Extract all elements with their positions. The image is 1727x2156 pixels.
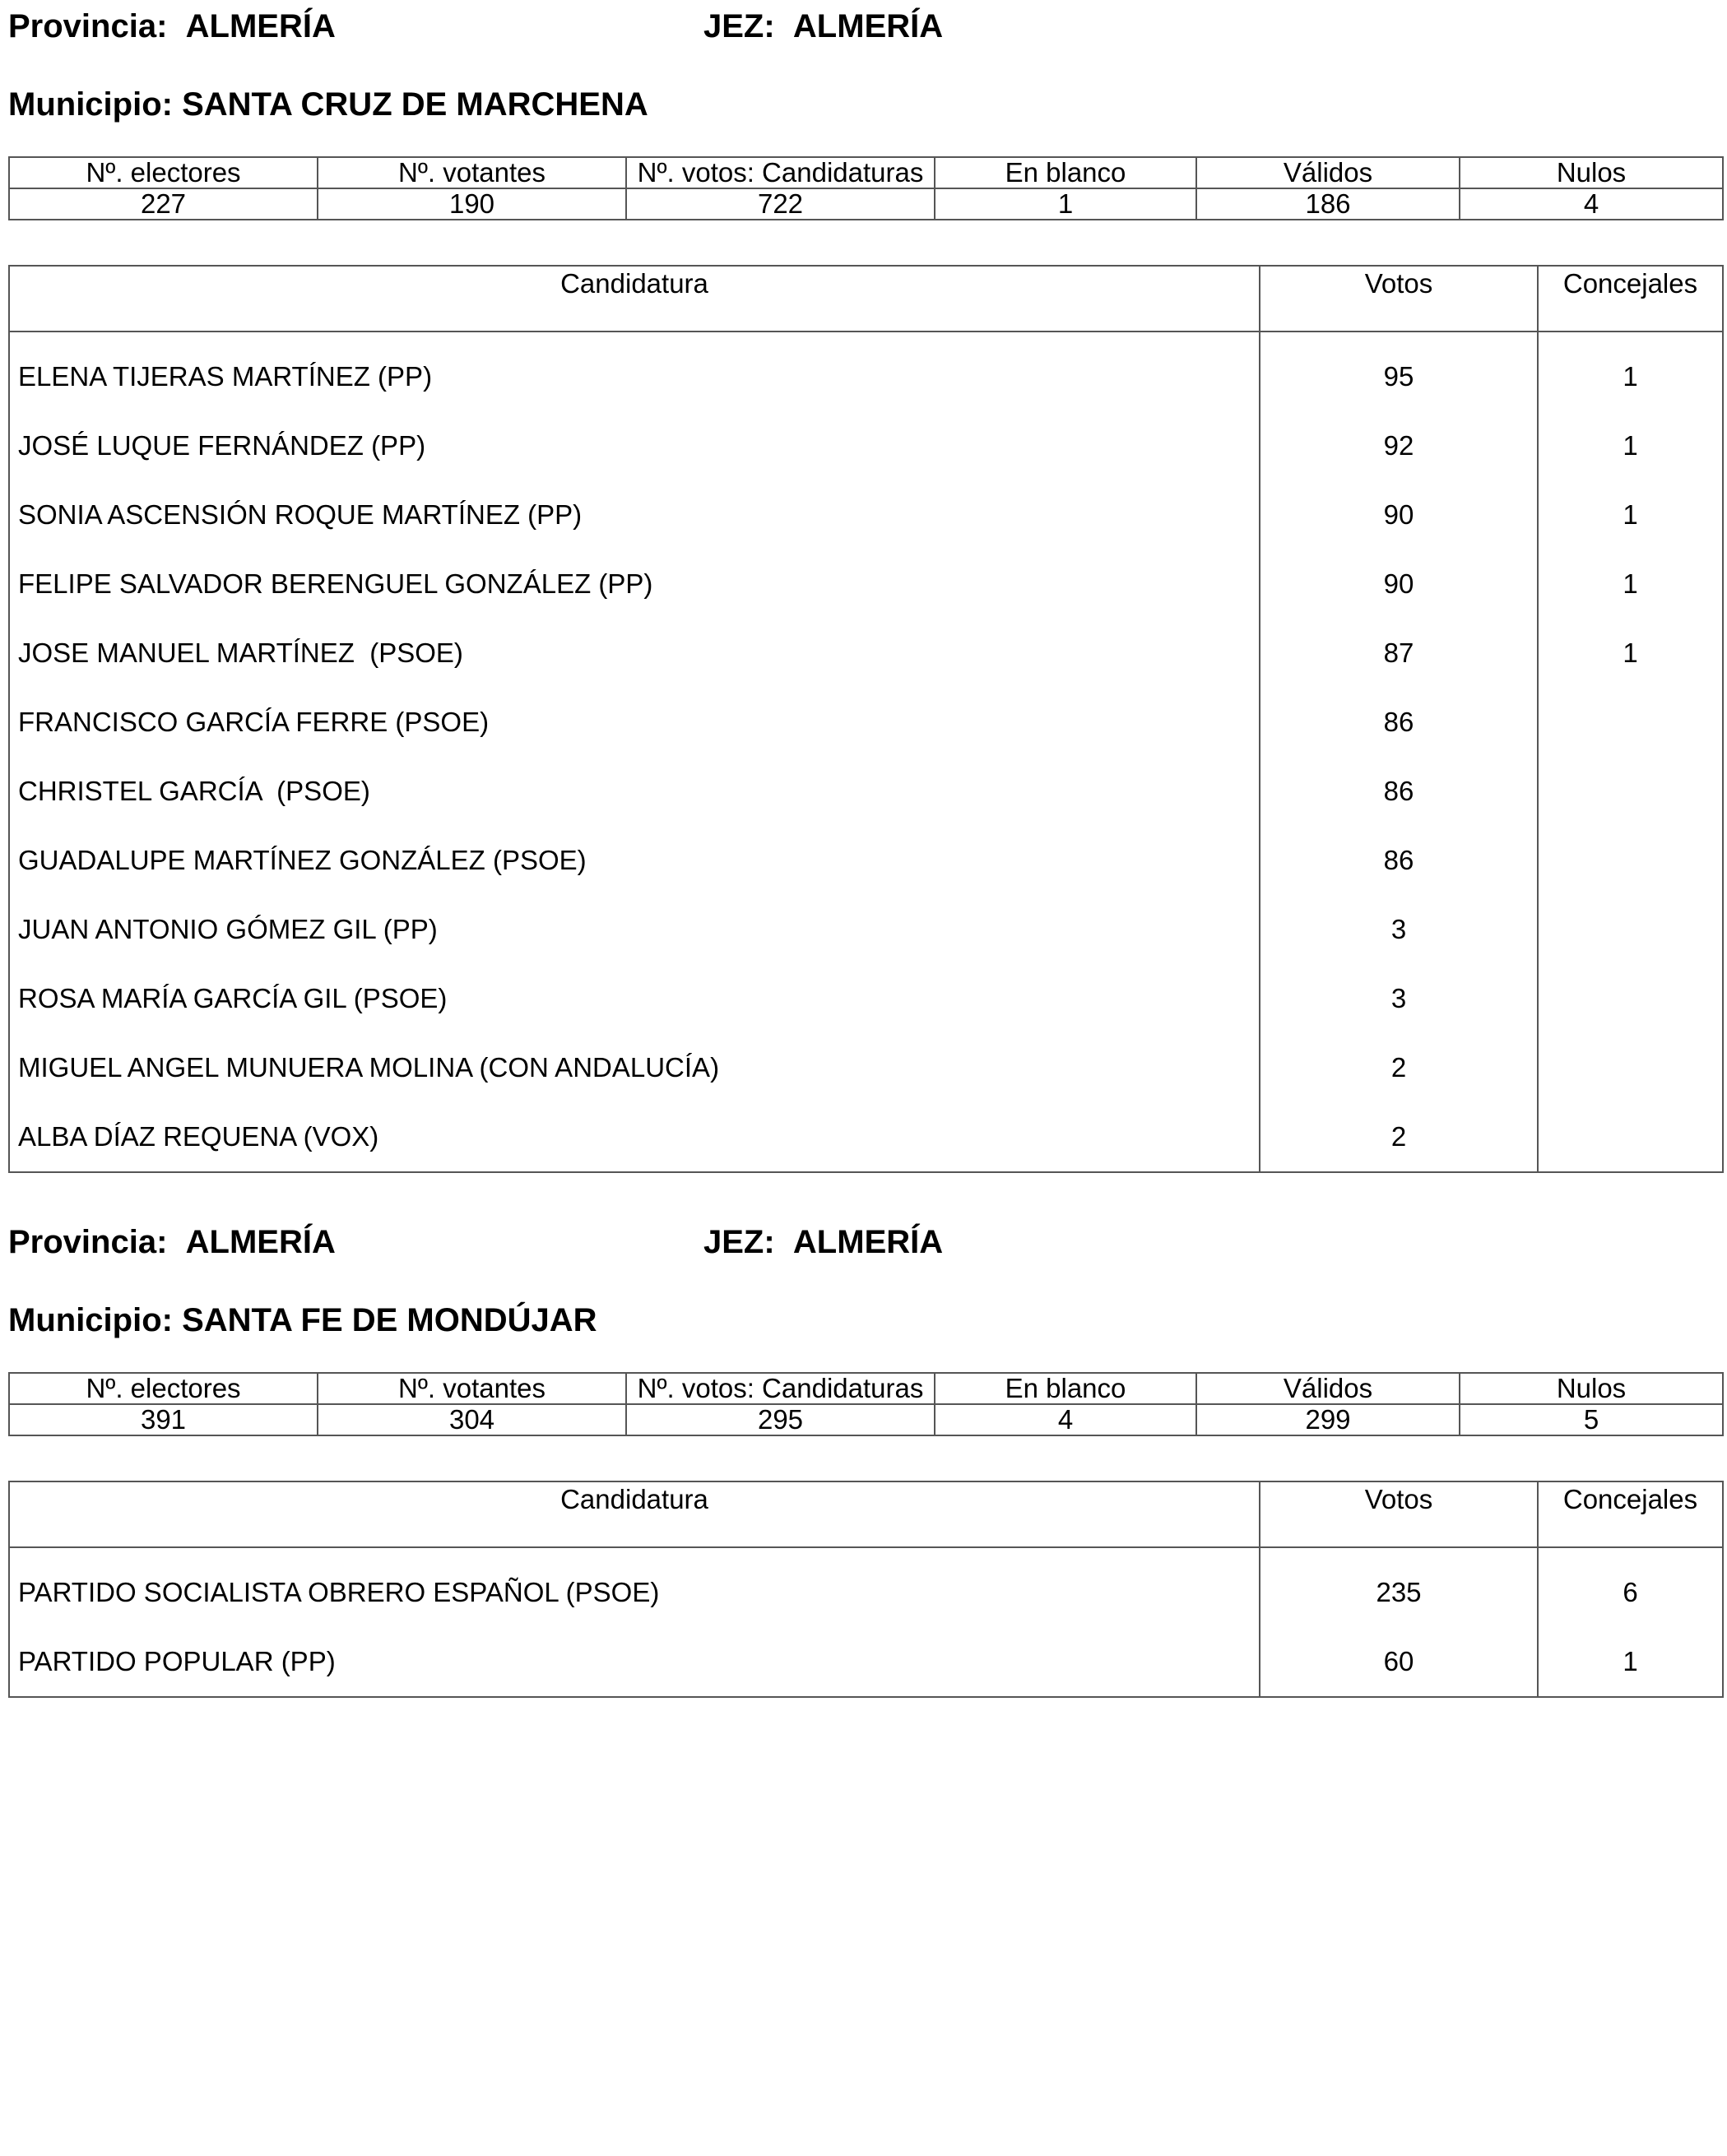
header-candidatura: Candidatura bbox=[9, 266, 1260, 332]
provincia-heading bbox=[8, 1222, 336, 1262]
provincia-value: ALMERÍA bbox=[185, 8, 336, 44]
candidate-concejales bbox=[1538, 757, 1723, 826]
candidate-row bbox=[9, 826, 1723, 895]
stats-header-row bbox=[9, 157, 1723, 188]
candidates-table bbox=[8, 265, 1724, 1173]
candidate-votos: 2 bbox=[1260, 1102, 1538, 1172]
candidate-name: JOSÉ LUQUE FERNÁNDEZ (PP) bbox=[9, 411, 1260, 480]
candidate-name: MIGUEL ANGEL MUNUERA MOLINA (CON ANDALUCÍA) bbox=[9, 1033, 1260, 1102]
candidate-name: SONIA ASCENSIÓN ROQUE MARTÍNEZ (PP) bbox=[9, 480, 1260, 549]
municipio-heading bbox=[8, 1301, 597, 1340]
provincia-label: Provincia: bbox=[8, 1224, 168, 1260]
candidate-row bbox=[9, 895, 1723, 964]
candidate-concejales bbox=[1538, 1033, 1723, 1102]
header-votos: Votos bbox=[1260, 266, 1538, 332]
candidate-votos: 60 bbox=[1260, 1627, 1538, 1697]
candidate-concejales: 1 bbox=[1538, 480, 1723, 549]
provincia-heading bbox=[8, 7, 336, 46]
candidate-votos: 92 bbox=[1260, 411, 1538, 480]
candidate-row bbox=[9, 411, 1723, 480]
jez-heading bbox=[703, 1222, 943, 1262]
header-candidatura: Candidatura bbox=[9, 1481, 1260, 1547]
candidates-header-row bbox=[9, 1481, 1723, 1547]
candidate-votos: 235 bbox=[1260, 1547, 1538, 1627]
municipio-heading bbox=[8, 85, 648, 124]
stat-header-validos: Válidos bbox=[1196, 157, 1460, 188]
municipio-label: Municipio: bbox=[8, 86, 173, 123]
stat-value-validos: 299 bbox=[1196, 1404, 1460, 1435]
jez-label: JEZ: bbox=[703, 8, 775, 44]
candidate-votos: 95 bbox=[1260, 332, 1538, 411]
municipio-value: SANTA FE DE MONDÚJAR bbox=[182, 1302, 597, 1338]
stat-value-nulos: 5 bbox=[1460, 1404, 1723, 1435]
header-votos: Votos bbox=[1260, 1481, 1538, 1547]
stats-header-row bbox=[9, 1373, 1723, 1404]
stats-value-row bbox=[9, 188, 1723, 220]
candidate-row bbox=[9, 480, 1723, 549]
candidate-name: FELIPE SALVADOR BERENGUEL GONZÁLEZ (PP) bbox=[9, 549, 1260, 619]
stat-header-nulos: Nulos bbox=[1460, 157, 1723, 188]
candidate-concejales: 1 bbox=[1538, 1627, 1723, 1697]
candidate-row bbox=[9, 1627, 1723, 1697]
candidate-row bbox=[9, 964, 1723, 1033]
candidate-name: ELENA TIJERAS MARTÍNEZ (PP) bbox=[9, 332, 1260, 411]
candidate-name: JUAN ANTONIO GÓMEZ GIL (PP) bbox=[9, 895, 1260, 964]
stats-table bbox=[8, 156, 1724, 220]
candidate-row bbox=[9, 757, 1723, 826]
jez-value: ALMERÍA bbox=[792, 1224, 944, 1260]
candidate-concejales: 6 bbox=[1538, 1547, 1723, 1627]
header-concejales: Concejales bbox=[1538, 266, 1723, 332]
candidate-row bbox=[9, 1547, 1723, 1627]
candidate-concejales: 1 bbox=[1538, 332, 1723, 411]
candidate-name: ALBA DÍAZ REQUENA (VOX) bbox=[9, 1102, 1260, 1172]
candidate-row bbox=[9, 332, 1723, 411]
candidate-name: PARTIDO POPULAR (PP) bbox=[9, 1627, 1260, 1697]
candidate-votos: 86 bbox=[1260, 826, 1538, 895]
candidate-votos: 87 bbox=[1260, 619, 1538, 688]
provincia-label: Provincia: bbox=[8, 8, 168, 44]
municipio-label: Municipio: bbox=[8, 1302, 173, 1338]
stat-header-en-blanco: En blanco bbox=[935, 1373, 1196, 1404]
candidate-concejales bbox=[1538, 688, 1723, 757]
stat-value-nulos: 4 bbox=[1460, 188, 1723, 220]
stat-header-votos-candidaturas: Nº. votos: Candidaturas bbox=[626, 157, 935, 188]
header-concejales: Concejales bbox=[1538, 1481, 1723, 1547]
stat-value-votantes: 304 bbox=[318, 1404, 626, 1435]
stat-header-electores: Nº. electores bbox=[9, 157, 318, 188]
candidate-concejales bbox=[1538, 964, 1723, 1033]
candidate-row bbox=[9, 1033, 1723, 1102]
stat-value-votantes: 190 bbox=[318, 188, 626, 220]
candidate-votos: 90 bbox=[1260, 480, 1538, 549]
candidate-votos: 2 bbox=[1260, 1033, 1538, 1102]
jez-value: ALMERÍA bbox=[792, 8, 944, 44]
candidate-concejales: 1 bbox=[1538, 619, 1723, 688]
stat-value-electores: 391 bbox=[9, 1404, 318, 1435]
stat-header-electores: Nº. electores bbox=[9, 1373, 318, 1404]
candidate-votos: 90 bbox=[1260, 549, 1538, 619]
candidate-votos: 3 bbox=[1260, 964, 1538, 1033]
candidate-votos: 86 bbox=[1260, 757, 1538, 826]
stat-value-validos: 186 bbox=[1196, 188, 1460, 220]
candidate-concejales bbox=[1538, 1102, 1723, 1172]
candidate-concejales bbox=[1538, 826, 1723, 895]
jez-label: JEZ: bbox=[703, 1224, 775, 1260]
candidates-table bbox=[8, 1481, 1724, 1698]
stat-value-electores: 227 bbox=[9, 188, 318, 220]
candidate-row bbox=[9, 549, 1723, 619]
jez-heading bbox=[703, 7, 943, 46]
candidate-concejales: 1 bbox=[1538, 411, 1723, 480]
candidate-name: FRANCISCO GARCÍA FERRE (PSOE) bbox=[9, 688, 1260, 757]
stat-value-votos-candidaturas: 722 bbox=[626, 188, 935, 220]
stat-value-votos-candidaturas: 295 bbox=[626, 1404, 935, 1435]
candidate-name: GUADALUPE MARTÍNEZ GONZÁLEZ (PSOE) bbox=[9, 826, 1260, 895]
candidate-votos: 3 bbox=[1260, 895, 1538, 964]
candidate-votos: 86 bbox=[1260, 688, 1538, 757]
stat-header-votantes: Nº. votantes bbox=[318, 157, 626, 188]
candidate-row bbox=[9, 619, 1723, 688]
candidates-header-row bbox=[9, 266, 1723, 332]
candidate-name: PARTIDO SOCIALISTA OBRERO ESPAÑOL (PSOE) bbox=[9, 1547, 1260, 1627]
stat-header-votantes: Nº. votantes bbox=[318, 1373, 626, 1404]
stat-value-en-blanco: 4 bbox=[935, 1404, 1196, 1435]
stat-header-votos-candidaturas: Nº. votos: Candidaturas bbox=[626, 1373, 935, 1404]
candidate-row bbox=[9, 1102, 1723, 1172]
candidate-row bbox=[9, 688, 1723, 757]
stats-table bbox=[8, 1372, 1724, 1436]
candidate-concejales: 1 bbox=[1538, 549, 1723, 619]
stat-header-validos: Válidos bbox=[1196, 1373, 1460, 1404]
candidate-concejales bbox=[1538, 895, 1723, 964]
stats-value-row bbox=[9, 1404, 1723, 1435]
provincia-value: ALMERÍA bbox=[185, 1224, 336, 1260]
stat-value-en-blanco: 1 bbox=[935, 188, 1196, 220]
candidate-name: CHRISTEL GARCÍA (PSOE) bbox=[9, 757, 1260, 826]
municipio-value: SANTA CRUZ DE MARCHENA bbox=[182, 86, 648, 123]
candidate-name: ROSA MARÍA GARCÍA GIL (PSOE) bbox=[9, 964, 1260, 1033]
candidate-name: JOSE MANUEL MARTÍNEZ (PSOE) bbox=[9, 619, 1260, 688]
stat-header-en-blanco: En blanco bbox=[935, 157, 1196, 188]
stat-header-nulos: Nulos bbox=[1460, 1373, 1723, 1404]
